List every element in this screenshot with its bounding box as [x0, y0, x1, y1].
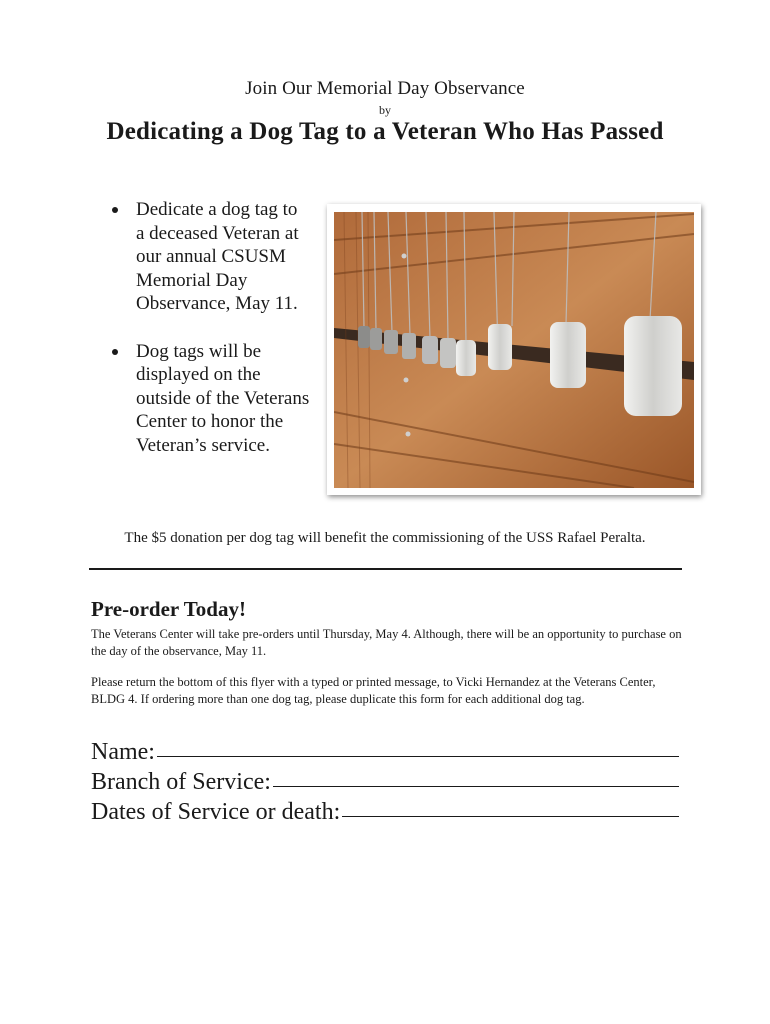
section-divider	[89, 568, 682, 570]
dates-label: Dates of Service or death:	[91, 799, 341, 825]
bullet-dot-icon	[112, 349, 118, 355]
branch-blank-line[interactable]	[273, 786, 679, 787]
info-bullet-list	[110, 198, 310, 481]
name-blank-line[interactable]	[157, 756, 679, 757]
branch-row	[91, 767, 691, 797]
preorder-heading: Pre-order Today!	[91, 597, 246, 621]
preorder-paragraph-1: The Veterans Center will take pre-orders until Thursday, May 4. Although, there will be an opportunity to purchase on the day of the observance, May 11.	[91, 627, 682, 658]
dog-tags-photo	[327, 204, 701, 495]
bullet-item	[110, 198, 310, 316]
event-subtitle: Join Our Memorial Day Observance	[245, 78, 525, 99]
donation-note: The $5 donation per dog tag will benefit the commissioning of the USS Rafael Peralta.	[124, 530, 646, 546]
bullet-item	[110, 340, 310, 458]
branch-label: Branch of Service:	[91, 769, 271, 795]
dog-tags-wall-illustration	[334, 212, 694, 488]
name-label: Name:	[91, 739, 155, 765]
preorder-paragraph-2: Please return the bottom of this flyer with a typed or printed message, to Vicki Hernandez at the Veterans Center, BLDG 4. If ordering more than one dog tag, please duplicate this form for each additional dog tag.	[91, 675, 656, 706]
page-title: Dedicating a Dog Tag to a Veteran Who Has Passed	[106, 118, 664, 145]
order-form	[91, 737, 691, 827]
dates-row	[91, 797, 691, 827]
name-row	[91, 737, 691, 767]
by-line: by	[379, 103, 391, 117]
bullet-text: Dog tags will be displayed on the outside of the Veterans Center to honor the Veteran’s service.	[136, 340, 310, 456]
bullet-dot-icon	[112, 207, 118, 213]
dates-blank-line[interactable]	[342, 816, 679, 817]
bullet-text: Dedicate a dog tag to a deceased Veteran at our annual CSUSM Memorial Day Observance, May 11.	[136, 199, 299, 314]
